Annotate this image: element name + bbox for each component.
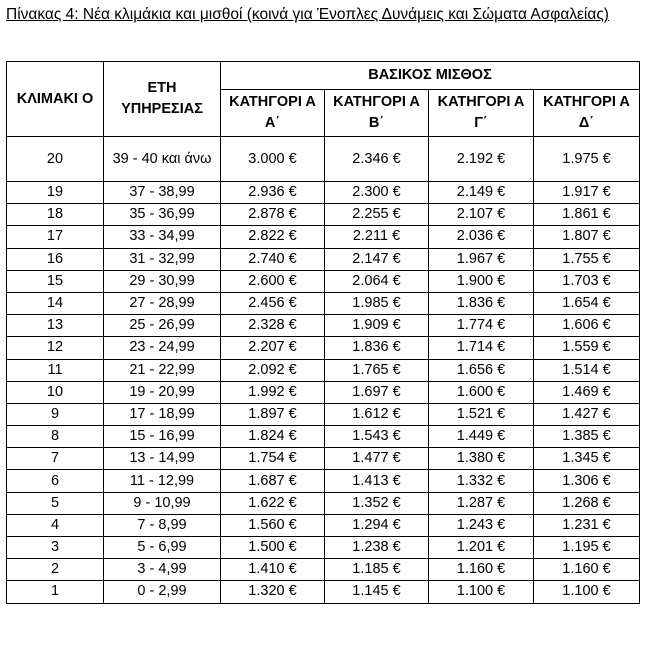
header-category-d: ΚΑΤΗΓΟΡΙ Α Δ΄ (534, 90, 640, 137)
cell-category-a: 1.824 € (221, 426, 325, 448)
cell-category-g: 1.380 € (429, 448, 534, 470)
cell-category-a: 2.600 € (221, 270, 325, 292)
cell-eti-ypiresias: 35 - 36,99 (104, 204, 221, 226)
cell-category-b: 1.985 € (325, 292, 429, 314)
table-row (7, 292, 640, 314)
cell-category-g: 1.160 € (429, 559, 534, 581)
cell-category-a: 2.456 € (221, 292, 325, 314)
cell-category-d: 1.100 € (534, 581, 640, 603)
cell-category-g: 1.287 € (429, 492, 534, 514)
cell-category-a: 2.822 € (221, 226, 325, 248)
cell-category-b: 2.300 € (325, 182, 429, 204)
cell-category-g: 1.900 € (429, 270, 534, 292)
cell-category-g: 1.100 € (429, 581, 534, 603)
header-vasikos-misthos: ΒΑΣΙΚΟΣ ΜΙΣΘΟΣ (221, 62, 640, 90)
cell-category-b: 1.238 € (325, 537, 429, 559)
table-row (7, 581, 640, 603)
cell-klimakio: 7 (7, 448, 104, 470)
table-row (7, 426, 640, 448)
table-row (7, 537, 640, 559)
header-eti-ypiresias: ΕΤΗ ΥΠΗΡΕΣΙΑΣ (104, 62, 221, 137)
header-category-g: ΚΑΤΗΓΟΡΙ Α Γ΄ (429, 90, 534, 137)
cell-klimakio: 2 (7, 559, 104, 581)
cell-eti-ypiresias: 31 - 32,99 (104, 248, 221, 270)
cell-category-d: 1.385 € (534, 426, 640, 448)
cell-category-a: 2.936 € (221, 182, 325, 204)
table-caption: Πίνακας 4: Νέα κλιμάκια και μισθοί (κοινά για Ένοπλες Δυνάμεις και Σώματα Ασφαλείας) (6, 6, 609, 23)
cell-category-b: 2.147 € (325, 248, 429, 270)
cell-klimakio: 5 (7, 492, 104, 514)
table-row (7, 182, 640, 204)
cell-category-d: 1.606 € (534, 315, 640, 337)
cell-category-a: 1.410 € (221, 559, 325, 581)
table-row (7, 270, 640, 292)
cell-klimakio: 16 (7, 248, 104, 270)
cell-eti-ypiresias: 39 - 40 και άνω (104, 137, 221, 182)
cell-eti-ypiresias: 25 - 26,99 (104, 315, 221, 337)
cell-category-b: 2.064 € (325, 270, 429, 292)
cell-klimakio: 6 (7, 470, 104, 492)
cell-category-g: 1.714 € (429, 337, 534, 359)
cell-category-a: 2.328 € (221, 315, 325, 337)
cell-category-a: 1.500 € (221, 537, 325, 559)
header-category-b: ΚΑΤΗΓΟΡΙ Α Β΄ (325, 90, 429, 137)
cell-category-a: 1.320 € (221, 581, 325, 603)
cell-category-d: 1.861 € (534, 204, 640, 226)
cell-category-g: 1.201 € (429, 537, 534, 559)
cell-klimakio: 1 (7, 581, 104, 603)
cell-category-a: 2.092 € (221, 359, 325, 381)
table-row (7, 248, 640, 270)
cell-category-d: 1.195 € (534, 537, 640, 559)
cell-category-g: 2.107 € (429, 204, 534, 226)
cell-category-b: 2.346 € (325, 137, 429, 182)
cell-klimakio: 17 (7, 226, 104, 248)
cell-klimakio: 14 (7, 292, 104, 314)
cell-category-b: 1.413 € (325, 470, 429, 492)
table-row (7, 359, 640, 381)
cell-category-g: 1.967 € (429, 248, 534, 270)
cell-eti-ypiresias: 29 - 30,99 (104, 270, 221, 292)
cell-category-g: 1.332 € (429, 470, 534, 492)
header-klimakio: ΚΛΙΜΑΚΙ Ο (7, 62, 104, 137)
cell-eti-ypiresias: 5 - 6,99 (104, 537, 221, 559)
cell-category-a: 1.622 € (221, 492, 325, 514)
table-body (7, 137, 640, 604)
cell-category-a: 2.740 € (221, 248, 325, 270)
table-row (7, 470, 640, 492)
table-row (7, 315, 640, 337)
cell-klimakio: 4 (7, 514, 104, 536)
cell-category-d: 1.268 € (534, 492, 640, 514)
cell-category-d: 1.306 € (534, 470, 640, 492)
cell-eti-ypiresias: 27 - 28,99 (104, 292, 221, 314)
cell-category-b: 2.255 € (325, 204, 429, 226)
cell-category-d: 1.654 € (534, 292, 640, 314)
cell-eti-ypiresias: 37 - 38,99 (104, 182, 221, 204)
cell-klimakio: 15 (7, 270, 104, 292)
cell-category-b: 1.185 € (325, 559, 429, 581)
cell-klimakio: 9 (7, 403, 104, 425)
cell-category-a: 1.897 € (221, 403, 325, 425)
cell-eti-ypiresias: 11 - 12,99 (104, 470, 221, 492)
cell-category-a: 3.000 € (221, 137, 325, 182)
table-row (7, 403, 640, 425)
cell-category-b: 1.145 € (325, 581, 429, 603)
cell-category-b: 1.543 € (325, 426, 429, 448)
cell-category-d: 1.755 € (534, 248, 640, 270)
cell-category-a: 1.754 € (221, 448, 325, 470)
cell-category-a: 1.992 € (221, 381, 325, 403)
cell-category-d: 1.160 € (534, 559, 640, 581)
cell-category-b: 1.836 € (325, 337, 429, 359)
table-row (7, 448, 640, 470)
cell-klimakio: 18 (7, 204, 104, 226)
cell-klimakio: 11 (7, 359, 104, 381)
table-row (7, 381, 640, 403)
cell-klimakio: 13 (7, 315, 104, 337)
cell-category-g: 2.036 € (429, 226, 534, 248)
table-row (7, 137, 640, 182)
table-row (7, 226, 640, 248)
cell-category-d: 1.345 € (534, 448, 640, 470)
cell-category-g: 2.149 € (429, 182, 534, 204)
cell-category-a: 1.560 € (221, 514, 325, 536)
cell-category-b: 1.477 € (325, 448, 429, 470)
cell-eti-ypiresias: 33 - 34,99 (104, 226, 221, 248)
cell-klimakio: 12 (7, 337, 104, 359)
cell-klimakio: 3 (7, 537, 104, 559)
cell-eti-ypiresias: 0 - 2,99 (104, 581, 221, 603)
cell-category-d: 1.975 € (534, 137, 640, 182)
table-row (7, 514, 640, 536)
cell-category-g: 2.192 € (429, 137, 534, 182)
cell-category-b: 1.294 € (325, 514, 429, 536)
cell-category-g: 1.656 € (429, 359, 534, 381)
cell-category-d: 1.807 € (534, 226, 640, 248)
cell-category-g: 1.521 € (429, 403, 534, 425)
cell-eti-ypiresias: 3 - 4,99 (104, 559, 221, 581)
cell-eti-ypiresias: 7 - 8,99 (104, 514, 221, 536)
table-row (7, 337, 640, 359)
table-row (7, 559, 640, 581)
cell-category-d: 1.427 € (534, 403, 640, 425)
cell-category-g: 1.243 € (429, 514, 534, 536)
cell-category-b: 1.697 € (325, 381, 429, 403)
cell-category-a: 2.207 € (221, 337, 325, 359)
cell-klimakio: 20 (7, 137, 104, 182)
cell-category-a: 1.687 € (221, 470, 325, 492)
cell-category-d: 1.917 € (534, 182, 640, 204)
cell-eti-ypiresias: 13 - 14,99 (104, 448, 221, 470)
cell-klimakio: 10 (7, 381, 104, 403)
header-category-a: ΚΑΤΗΓΟΡΙ Α Α΄ (221, 90, 325, 137)
cell-category-d: 1.703 € (534, 270, 640, 292)
cell-klimakio: 19 (7, 182, 104, 204)
cell-eti-ypiresias: 9 - 10,99 (104, 492, 221, 514)
cell-category-b: 1.765 € (325, 359, 429, 381)
salary-table (6, 61, 640, 604)
cell-eti-ypiresias: 19 - 20,99 (104, 381, 221, 403)
cell-category-b: 1.352 € (325, 492, 429, 514)
cell-eti-ypiresias: 17 - 18,99 (104, 403, 221, 425)
cell-category-b: 1.909 € (325, 315, 429, 337)
table-row (7, 204, 640, 226)
cell-eti-ypiresias: 21 - 22,99 (104, 359, 221, 381)
table-row (7, 492, 640, 514)
cell-category-d: 1.514 € (534, 359, 640, 381)
cell-klimakio: 8 (7, 426, 104, 448)
cell-category-a: 2.878 € (221, 204, 325, 226)
cell-eti-ypiresias: 23 - 24,99 (104, 337, 221, 359)
cell-category-d: 1.469 € (534, 381, 640, 403)
cell-category-d: 1.559 € (534, 337, 640, 359)
cell-category-g: 1.774 € (429, 315, 534, 337)
cell-eti-ypiresias: 15 - 16,99 (104, 426, 221, 448)
cell-category-g: 1.836 € (429, 292, 534, 314)
table-header (7, 62, 640, 137)
cell-category-d: 1.231 € (534, 514, 640, 536)
cell-category-g: 1.449 € (429, 426, 534, 448)
cell-category-b: 2.211 € (325, 226, 429, 248)
cell-category-b: 1.612 € (325, 403, 429, 425)
cell-category-g: 1.600 € (429, 381, 534, 403)
